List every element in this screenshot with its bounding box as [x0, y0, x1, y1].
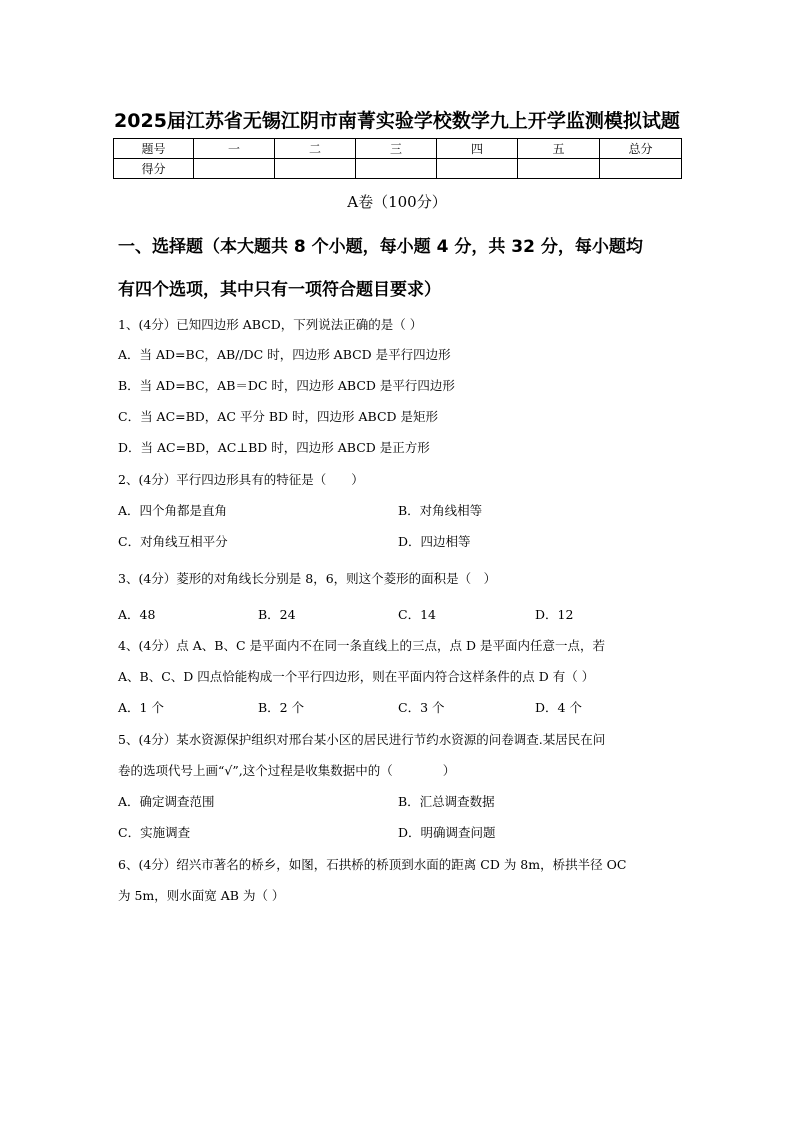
question-4-stem-line2: A、B、C、D 四点恰能构成一个平行四边形，则在平面内符合这样条件的点 D 有（ ）	[118, 669, 595, 684]
question-5-stem-line1: 5、(4分）某水资源保护组织对邢台某小区的居民进行节约水资源的问卷调查.某居民在问	[118, 732, 606, 747]
score-table-cell: 五	[518, 139, 600, 159]
question-3-option-b: B．24	[258, 607, 296, 622]
question-3-stem: 3、(4分）菱形的对角线长分别是 8，6，则这个菱形的面积是（ ）	[118, 571, 497, 586]
question-6-stem-line2: 为 5m，则水面宽 AB 为（ ）	[118, 888, 285, 903]
question-3-option-c: C．14	[398, 607, 436, 622]
question-5-option-b: B．汇总调查数据	[398, 794, 495, 809]
score-table-cell: 总分	[600, 139, 682, 159]
question-1-option-b: B．当 AD=BC，AB＝DC 时，四边形 ABCD 是平行四边形	[118, 378, 455, 393]
score-table-cell: 一	[194, 139, 275, 159]
question-1-stem: 1、(4分）已知四边形 ABCD，下列说法正确的是（ ）	[118, 317, 423, 332]
question-4-option-c: C．3 个	[398, 700, 445, 715]
question-1-option-c: C．当 AC=BD，AC 平分 BD 时，四边形 ABCD 是矩形	[118, 409, 439, 424]
question-6-stem-line1: 6、(4分）绍兴市著名的桥乡，如图，石拱桥的桥顶到水面的距离 CD 为 8m，桥拱半径 OC	[118, 857, 627, 872]
question-2-option-b: B．对角线相等	[398, 503, 483, 518]
question-4-option-a: A．1 个	[118, 700, 164, 715]
score-table-score-row	[114, 159, 682, 179]
score-input-cell[interactable]	[356, 159, 437, 179]
question-5-option-d: D．明确调查问题	[398, 825, 496, 840]
score-table-cell: 题号	[114, 139, 194, 159]
question-3-option-d: D．12	[535, 607, 574, 622]
question-1-option-a: A．当 AD=BC，AB//DC 时，四边形 ABCD 是平行四边形	[118, 347, 451, 362]
question-4-option-b: B．2 个	[258, 700, 305, 715]
score-table-cell: 得分	[114, 159, 194, 179]
part1-heading-line2: 有四个选项，其中只有一项符合题目要求）	[118, 280, 441, 300]
question-3-option-a: A．48	[118, 607, 156, 622]
score-table-cell: 四	[437, 139, 518, 159]
score-input-cell[interactable]	[437, 159, 518, 179]
question-2-option-a: A．四个角都是直角	[118, 503, 228, 518]
question-2-option-d: D．四边相等	[398, 534, 471, 549]
section-a-heading: A卷（100分）	[347, 193, 447, 211]
score-table-cell: 三	[356, 139, 437, 159]
exam-title: 2025届江苏省无锡江阴市南菁实验学校数学九上开学监测模拟试题	[114, 110, 680, 132]
question-4-stem-line1: 4、(4分）点 A、B、C 是平面内不在同一条直线上的三点，点 D 是平面内任意一点，若	[118, 638, 605, 653]
question-5-stem-line2: 卷的选项代号上画“√”,这个过程是收集数据中的（ ）	[118, 763, 456, 778]
question-2-option-c: C．对角线互相平分	[118, 534, 228, 549]
question-4-option-d: D．4 个	[535, 700, 582, 715]
part1-heading-line1: 一、选择题（本大题共 8 个小题，每小题 4 分，共 32 分，每小题均	[118, 237, 643, 257]
score-table-header-row	[114, 139, 682, 159]
question-5-option-c: C．实施调查	[118, 825, 191, 840]
score-input-cell[interactable]	[600, 159, 682, 179]
score-table	[113, 138, 682, 179]
question-2-stem: 2、(4分）平行四边形具有的特征是（ ）	[118, 472, 364, 487]
score-table-cell: 二	[275, 139, 356, 159]
question-1-option-d: D．当 AC=BD，AC⊥BD 时，四边形 ABCD 是正方形	[118, 440, 430, 455]
question-5-option-a: A．确定调查范围	[118, 794, 215, 809]
score-input-cell[interactable]	[194, 159, 275, 179]
score-input-cell[interactable]	[518, 159, 600, 179]
score-input-cell[interactable]	[275, 159, 356, 179]
